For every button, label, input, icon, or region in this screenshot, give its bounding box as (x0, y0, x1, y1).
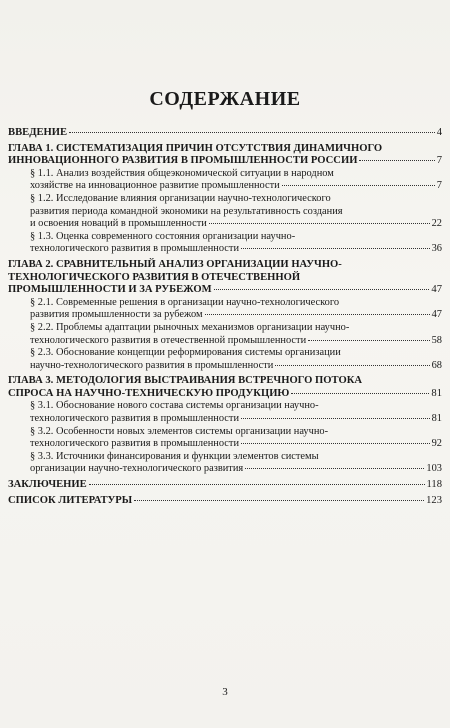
toc-entry-line: § 1.1. Анализ воздействия общеэкономической ситуации в народном (30, 167, 334, 179)
toc-chapter-entry (8, 143, 442, 168)
toc-entry-line: § 1.2. Исследование влияния организации научно-технологического (30, 192, 331, 204)
toc-section-entry (8, 451, 442, 476)
toc-page-number: 47 (431, 309, 442, 321)
dot-leader (134, 500, 424, 501)
dot-leader (209, 223, 430, 224)
dot-leader (359, 160, 434, 161)
toc-section-entry (8, 347, 442, 372)
toc-entry-line: § 3.3. Источники финансирования и функции элементов системы (30, 450, 319, 462)
toc-entry-last-line (8, 127, 442, 140)
toc-section-entry (8, 400, 442, 425)
dot-leader (241, 418, 430, 419)
dot-leader (245, 468, 424, 469)
toc-page-number: 58 (431, 334, 442, 346)
dot-leader (241, 443, 430, 444)
toc-entry-last-line (30, 335, 442, 348)
toc-entry-line: технологического развития в промышленности (30, 413, 240, 425)
toc-section-entry (8, 297, 442, 322)
dot-leader (241, 248, 430, 249)
toc-section-entry (8, 193, 442, 231)
toc-chapter-entry (8, 375, 442, 400)
toc-entry-line: научно-технологического развития в промышленности (30, 359, 274, 371)
toc-page-number: 92 (431, 438, 442, 450)
toc-page-number: 123 (426, 494, 442, 506)
toc-entry-line: ИННОВАЦИОННОГО РАЗВИТИЯ В ПРОМЫШЛЕННОСТИ РОССИИ (8, 155, 358, 167)
toc-entry-last-line (30, 360, 442, 373)
toc-entry-line: технологического развития в отечественной промышленности (30, 334, 307, 346)
toc-page-number: 68 (431, 359, 442, 371)
toc-page-number: 36 (431, 243, 442, 255)
toc-entry-line: ГЛАВА 2. СРАВНИТЕЛЬНЫЙ АНАЛИЗ ОРГАНИЗАЦИИ НАУЧНО- (8, 258, 342, 270)
toc-entry-line: организации научно-технологического развития (30, 463, 244, 475)
toc-page-number: 47 (431, 284, 442, 296)
toc-entry-line: и освоения новаций в промышленности (30, 218, 207, 230)
toc-entry-line: хозяйстве на инновационное развитие промышленности (30, 180, 280, 192)
toc-chapter-entry (8, 495, 442, 508)
toc-entry-line: ГЛАВА 3. МЕТОДОЛОГИЯ ВЫСТРАИВАНИЯ ВСТРЕЧНОГО ПОТОКА (8, 375, 363, 387)
toc-page-number: 103 (426, 463, 442, 475)
toc-page-number: 7 (436, 155, 442, 167)
toc-section-entry (8, 426, 442, 451)
toc-entry-last-line (8, 495, 442, 508)
dot-leader (291, 393, 429, 394)
toc-entry-line: развития периода командной экономики на результативность создания (30, 205, 343, 217)
toc-entry-last-line (8, 479, 442, 492)
page-title: СОДЕРЖАНИЕ (149, 88, 301, 110)
toc-chapter-entry (8, 127, 442, 140)
toc-entry-line: § 2.3. Обоснование концепции реформирования системы организации (30, 347, 341, 359)
toc-entry-last-line (30, 413, 442, 426)
toc-page-number: 7 (436, 180, 442, 192)
toc-entry-last-line (30, 309, 442, 322)
toc-section-entry (8, 322, 442, 347)
toc-entry-last-line (30, 218, 442, 231)
toc-entry-line: ЗАКЛЮЧЕНИЕ (8, 479, 87, 491)
table-of-contents (8, 124, 442, 507)
toc-page-number: 22 (431, 218, 442, 230)
toc-entry-line: § 1.3. Оценка современного состояния организации научно- (30, 230, 296, 242)
toc-entry-last-line (8, 155, 442, 168)
toc-entry-line: СПРОСА НА НАУЧНО-ТЕХНИЧЕСКУЮ ПРОДУКЦИЮ (8, 387, 290, 399)
toc-entry-last-line (30, 463, 442, 476)
dot-leader (205, 314, 430, 315)
toc-entry-last-line (8, 284, 442, 297)
toc-page-number: 81 (431, 413, 442, 425)
toc-chapter-entry (8, 479, 442, 492)
toc-page-number: 4 (436, 127, 442, 138)
toc-entry-line: СПИСОК ЛИТЕРАТУРЫ (8, 494, 133, 506)
toc-entry-line: ПРОМЫШЛЕННОСТИ И ЗА РУБЕЖОМ (8, 284, 212, 296)
toc-page-number: 81 (431, 387, 442, 399)
dot-leader (282, 185, 435, 186)
toc-entry-last-line (8, 388, 442, 401)
toc-entry-line: § 3.2. Особенности новых элементов системы организации научно- (30, 425, 329, 437)
toc-entry-line: развития промышленности за рубежом (30, 309, 203, 321)
toc-entry-line: технологического развития в промышленности (30, 243, 240, 255)
toc-entry-line: ТЕХНОЛОГИЧЕСКОГО РАЗВИТИЯ В ОТЕЧЕСТВЕННОЙ (8, 271, 301, 283)
toc-section-entry (8, 168, 442, 193)
dot-leader (275, 365, 429, 366)
toc-entry-line: § 2.1. Современные решения в организации научно-технологического (30, 296, 340, 308)
toc-page-number: 118 (426, 479, 442, 491)
toc-chapter-entry (8, 259, 442, 297)
toc-entry-line: ВВЕДЕНИЕ (8, 127, 68, 138)
dot-leader (69, 132, 435, 133)
toc-section-entry (8, 231, 442, 256)
page-number: 3 (222, 686, 228, 698)
toc-entry-line: § 3.1. Обоснование нового состава системы организации научно- (30, 400, 319, 412)
toc-entry-line: технологического развития в промышленности (30, 438, 240, 450)
toc-entry-line: § 2.2. Проблемы адаптации рыночных механизмов организации научно- (30, 321, 350, 333)
toc-entry-last-line (30, 243, 442, 256)
dot-leader (89, 484, 425, 485)
dot-leader (308, 340, 429, 341)
toc-entry-last-line (30, 180, 442, 193)
dot-leader (214, 289, 430, 290)
toc-entry-last-line (30, 438, 442, 451)
toc-entry-line: ГЛАВА 1. СИСТЕМАТИЗАЦИЯ ПРИЧИН ОТСУТСТВИЯ ДИНАМИЧНОГО (8, 142, 383, 154)
